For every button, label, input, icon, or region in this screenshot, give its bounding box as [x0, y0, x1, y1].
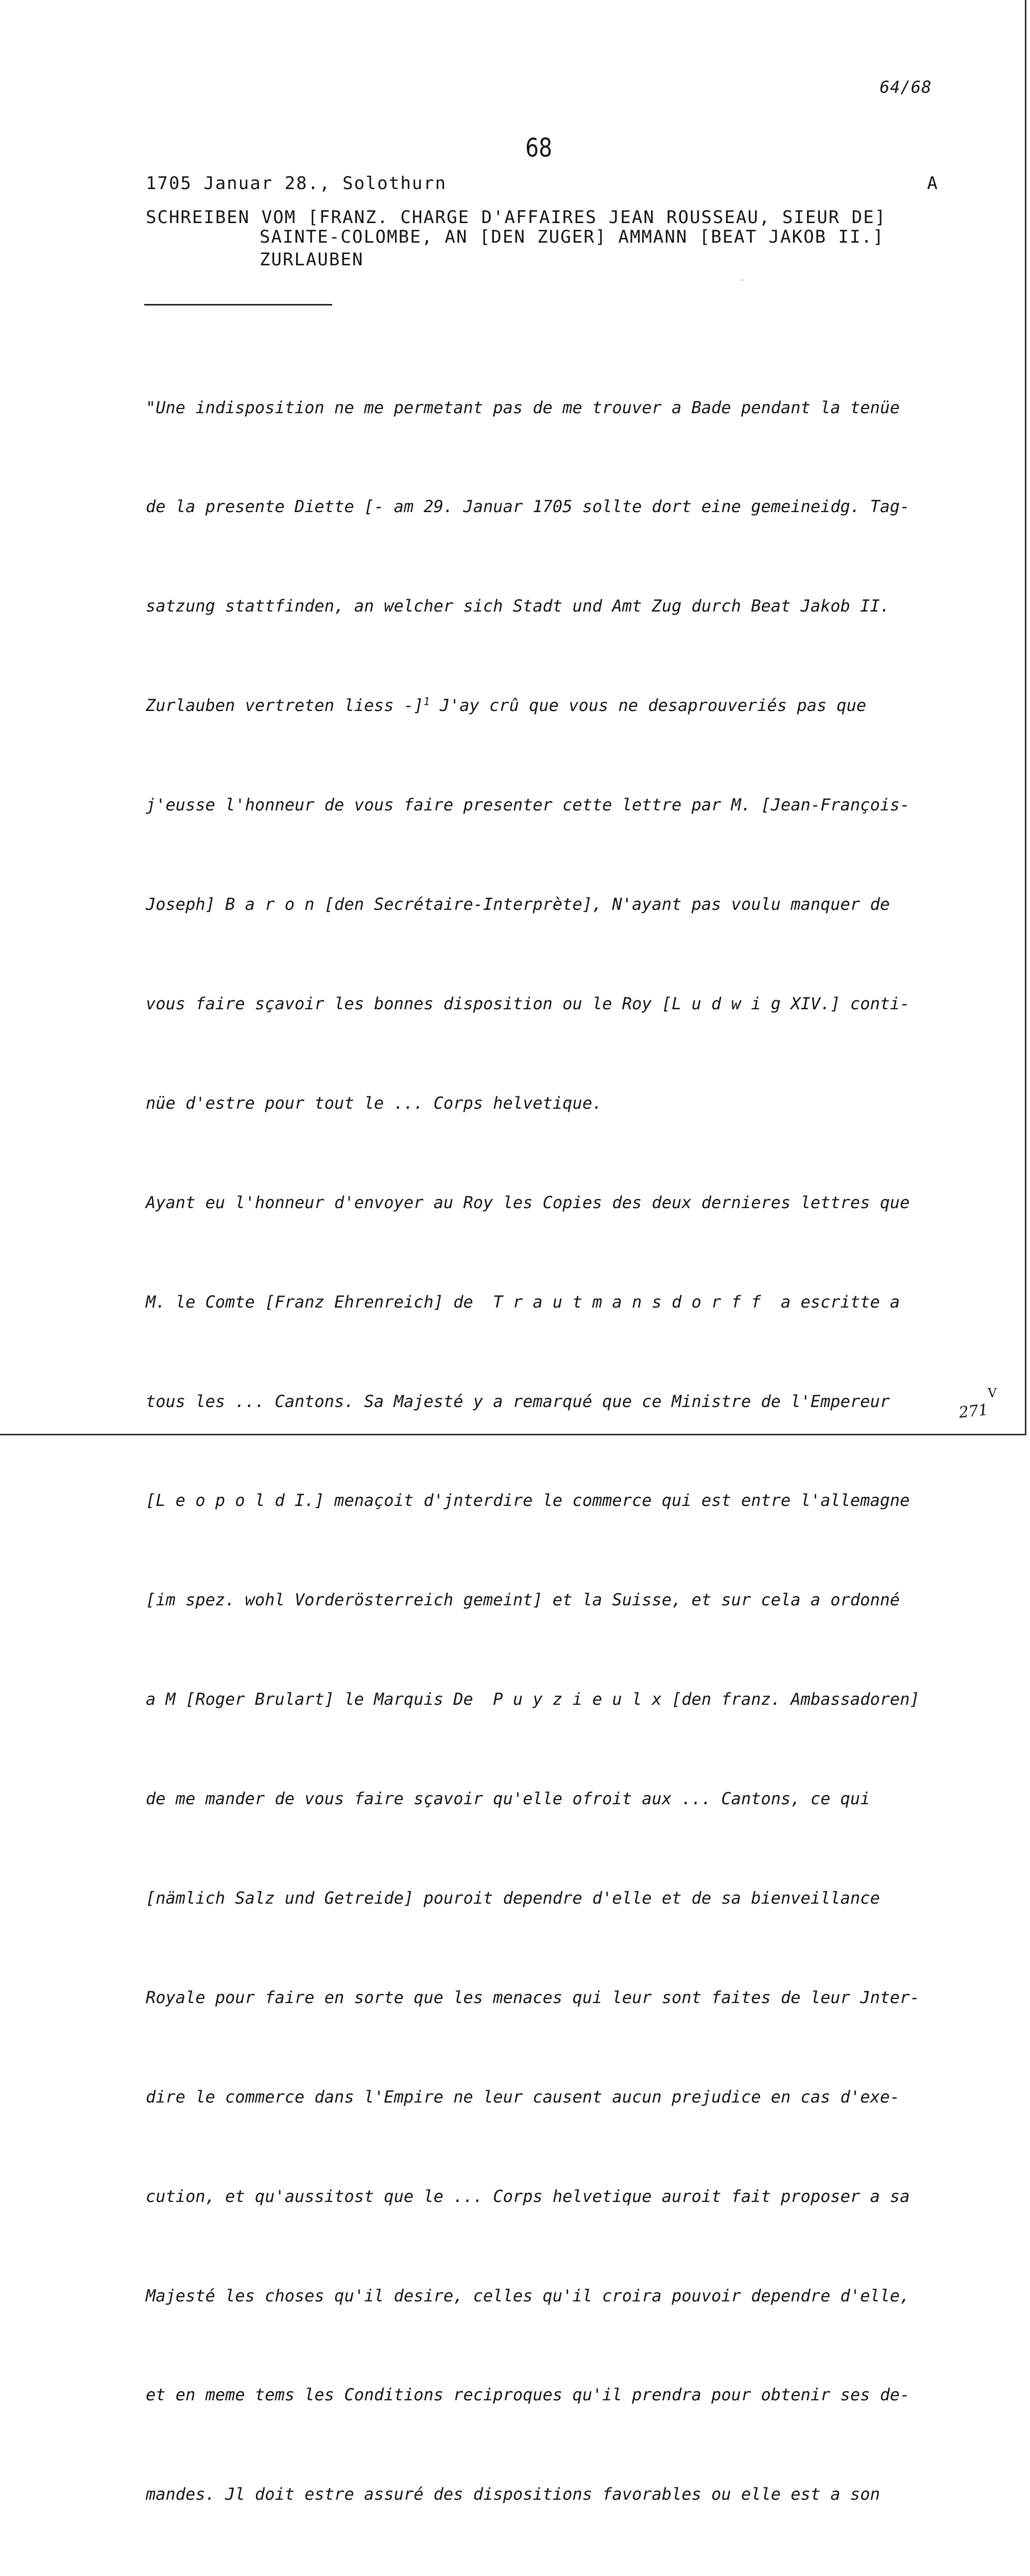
body-line: [L e o p o l d I.] menaçoit d'jnterdire le commerce qui est entre l'allemagne — [146, 1490, 910, 1511]
body-line: mandes. Jl doit estre assuré des dispositions favorables ou elle est a son — [146, 2484, 880, 2504]
separator-rule — [144, 304, 332, 306]
body-line: Joseph] B a r o n [den Secrétaire-Interprète], N'ayant pas voulu manquer de — [146, 894, 890, 914]
body-line: tous les ... Cantons. Sa Majesté y a remarqué que ce Ministre de l'Empereur — [146, 1391, 890, 1411]
body-line: Ayant eu l'honneur d'envoyer au Roy les Copies des deux dernieres lettres que — [146, 1192, 910, 1212]
body-line-with-footnote — [146, 689, 949, 722]
handwritten-page-number: 271 — [958, 1401, 989, 1422]
title-line-2: SAINTE-COLOMBE, AN [DEN ZUGER] AMMANN [BEAT JAKOB II.] — [260, 227, 885, 247]
body-line: Majesté les choses qu'il desire, celles qu'il croira pouvoir dependre d'elle, — [146, 2285, 910, 2306]
body-line: a M [Roger Brulart] le Marquis De P u y z i e u l x [den franz. Ambassadoren] — [146, 1689, 920, 1709]
title-line-1: SCHREIBEN VOM [FRANZ. CHARGE D'AFFAIRES JEAN ROUSSEAU, SIEUR DE] — [146, 207, 887, 228]
body-line: vous faire sçavoir les bonnes disposition ou le Roy [L u d w i g XIV.] conti- — [146, 993, 910, 1013]
category-letter: A — [927, 173, 939, 194]
body-line: M. le Comte [Franz Ehrenreich] de T r a u t m a n s d o r f f a escritte a — [146, 1292, 900, 1312]
body-line: et en meme tems les Conditions reciproques qu'il prendra pour obtenir ses de- — [146, 2385, 910, 2405]
document-number: 68 — [525, 133, 553, 163]
date-place: 1705 Januar 28., Solothurn — [146, 173, 447, 194]
body-line: cution, et qu'aussitost que le ... Corps helvetique auroit fait proposer a sa — [146, 2186, 910, 2206]
body-line-continuation: J'ay crû que vous ne desaprouveriés pas que — [430, 696, 867, 716]
body-line: de me mander de vous faire sçavoir qu'elle ofroit aux ... Cantons, ce qui — [146, 1789, 870, 1809]
body-line: Royale pour faire en sorte que les menaces qui leur sont faites de leur Jnter- — [146, 1987, 920, 2007]
margin-note: V — [988, 1386, 997, 1400]
page-reference: 64/68 — [880, 77, 932, 97]
body-line: de la presente Diette [- am 29. Januar 1705 sollte dort eine gemeineidg. Tag- — [146, 497, 910, 517]
stray-mark: · — [740, 275, 745, 286]
body-line: [nämlich Salz und Getreide] pouroit dependre d'elle et de sa bienveillance — [146, 1888, 880, 1908]
body-line: "Une indisposition ne me permetant pas de me trouver a Bade pendant la tenüe — [146, 397, 900, 417]
body-line: satzung stattfinden, an welcher sich Stadt und Amt Zug durch Beat Jakob II. — [146, 596, 890, 616]
body-line: dire le commerce dans l'Empire ne leur causent aucun prejudice en cas d'exe- — [146, 2087, 900, 2107]
body-line: nüe d'estre pour tout le ... Corps helvetique. — [146, 1093, 603, 1113]
footnote-marker: 1 — [423, 695, 430, 708]
letter-body — [146, 325, 949, 2576]
body-line: j'eusse l'honneur de vous faire presenter cette lettre par M. [Jean-François- — [146, 795, 910, 815]
body-line-text: Zurlauben vertreten liess -] — [146, 696, 424, 716]
title-line-3: ZURLAUBEN — [260, 249, 364, 270]
body-line: [im spez. wohl Vorderösterreich gemeint] et la Suisse, et sur cela a ordonné — [146, 1590, 900, 1610]
